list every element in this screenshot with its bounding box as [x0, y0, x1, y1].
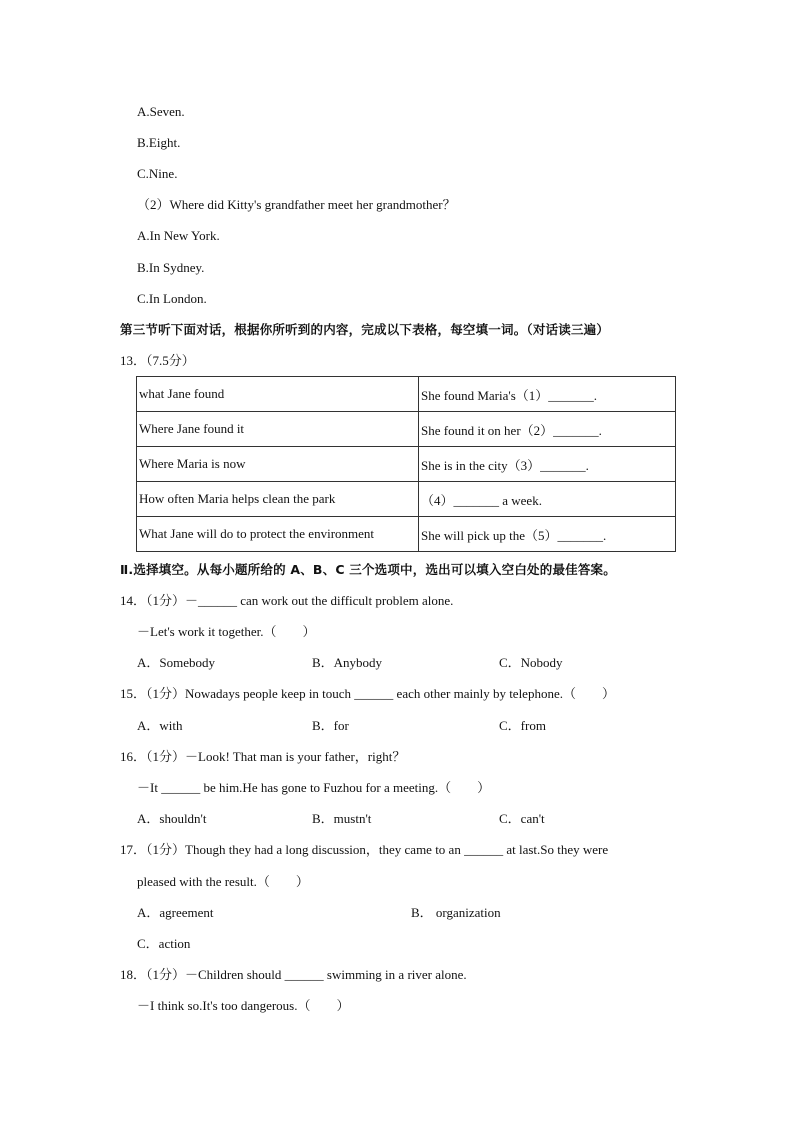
q15-stem: 15．（1分）Nowadays people keep in touch ______ each other mainly by telephone.（ ） — [120, 686, 615, 701]
q18-reply: －I think so.It's too dangerous.（ ） — [137, 998, 350, 1013]
table-cell: Where Jane found it — [137, 412, 419, 447]
table-row — [137, 517, 676, 552]
table-cell: What Jane will do to protect the environment — [137, 517, 419, 552]
section3-header: 第三节听下面对话，根据你所听到的内容，完成以下表格，每空填一词。（对话读三遍） — [120, 322, 610, 337]
q17-option-a: A．agreement — [137, 905, 214, 920]
q17-option-b: B． organization — [411, 905, 501, 920]
table-cell: How often Maria helps clean the park — [137, 482, 419, 517]
table-cell: She will pick up the（5）_______. — [419, 517, 676, 552]
q12-sub2-option-c: C.In London. — [137, 291, 207, 306]
q13-table — [136, 376, 676, 552]
q17-stem-continued: pleased with the result.（ ） — [137, 874, 309, 889]
table-row — [137, 482, 676, 517]
q16-option-c: C．can't — [499, 811, 545, 826]
table-cell: what Jane found — [137, 377, 419, 412]
q16-stem: 16．（1分）－Look! That man is your father，right？ — [120, 749, 406, 764]
q14-option-c: C．Nobody — [499, 655, 563, 670]
q14-reply: －Let's work it together.（ ） — [137, 624, 316, 639]
table-row — [137, 447, 676, 482]
table-cell: She found Maria's（1）_______. — [419, 377, 676, 412]
table-row — [137, 377, 676, 412]
q17-stem: 17．（1分）Though they had a long discussion，they came to an ______ at last.So they were — [120, 842, 609, 857]
table-cell: Where Maria is now — [137, 447, 419, 482]
q17-option-c: C．action — [137, 936, 191, 951]
q16-option-b: B．mustn't — [312, 811, 372, 826]
table-row — [137, 412, 676, 447]
q18-stem: 18．（1分）－Children should ______ swimming in a river alone. — [120, 967, 467, 982]
q16-reply: －It ______ be him.He has gone to Fuzhou for a meeting.（ ） — [137, 780, 491, 795]
q14-option-a: A．Somebody — [137, 655, 216, 670]
q13-label: 13．（7.5分） — [120, 353, 195, 368]
table-cell: She found it on her（2）_______. — [419, 412, 676, 447]
q12-option-c: C.Nine. — [137, 166, 178, 181]
q15-option-a: A．with — [137, 718, 183, 733]
table-cell: （4）_______ a week. — [419, 482, 676, 517]
q12-sub-question-2: （2）Where did Kitty's grandfather meet her grandmother？ — [137, 197, 456, 212]
part2-header: Ⅱ.选择填空。从每小题所给的 A、B、C 三个选项中，选出可以填入空白处的最佳答案。 — [120, 562, 616, 577]
q14-stem: 14．（1分）－______ can work out the difficult problem alone. — [120, 593, 454, 608]
q16-option-a: A．shouldn't — [137, 811, 207, 826]
q12-option-a: A.Seven. — [137, 104, 185, 119]
table-cell: She is in the city（3）_______. — [419, 447, 676, 482]
q15-option-c: C．from — [499, 718, 546, 733]
q15-option-b: B．for — [312, 718, 349, 733]
q12-sub2-option-b: B.In Sydney. — [137, 260, 205, 275]
q14-option-b: B．Anybody — [312, 655, 383, 670]
q12-sub2-option-a: A.In New York. — [137, 228, 220, 243]
q12-option-b: B.Eight. — [137, 135, 181, 150]
